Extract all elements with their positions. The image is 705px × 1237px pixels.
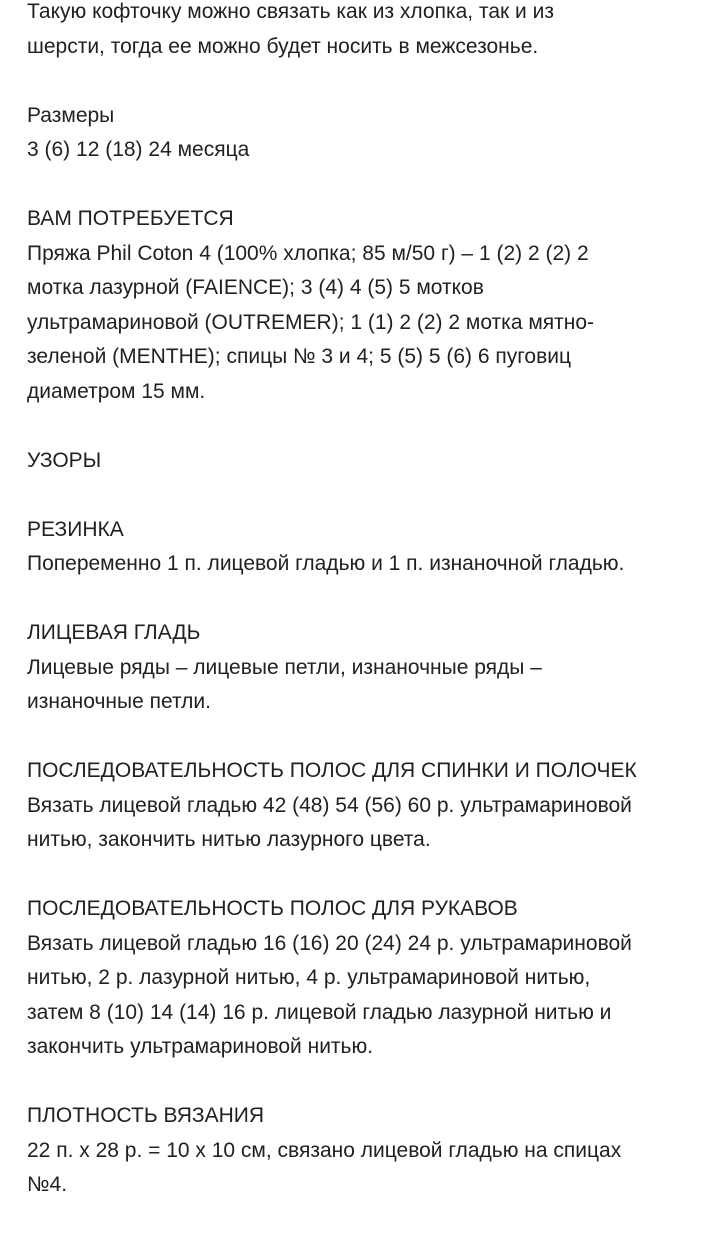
article-body: [27, 0, 692, 1237]
intro-line: Такую кофточку можно связать как из хлопка, так и из: [27, 0, 554, 23]
stripes-sleeves-line: закончить ультрамариновой нитью.: [27, 1035, 374, 1058]
stripes-sleeves-line: нитью, 2 р. лазурной нитью, 4 р. ультрамариновой нитью,: [27, 966, 591, 989]
stockinette-heading: ЛИЦЕВАЯ ГЛАДЬ: [27, 621, 201, 644]
sizes-heading: Размеры: [27, 103, 115, 127]
stockinette-line: изнаночные петли.: [27, 690, 211, 713]
rib-line: Попеременно 1 п. лицевой гладью и 1 п. изнаночной гладью.: [27, 552, 625, 575]
materials-line: диаметром 15 мм.: [27, 379, 206, 403]
gauge-section: [27, 1099, 692, 1203]
sizes-line: 3 (6) 12 (18) 24 месяца: [27, 138, 250, 161]
patterns-heading: УЗОРЫ: [27, 448, 102, 472]
stockinette-line: Лицевые ряды – лицевые петли, изнаночные ряды –: [27, 655, 542, 679]
stripes-sleeves-heading: ПОСЛЕДОВАТЕЛЬНОСТЬ ПОЛОС ДЛЯ РУКАВОВ: [27, 897, 518, 920]
gauge-heading: ПЛОТНОСТЬ ВЯЗАНИЯ: [27, 1104, 265, 1127]
materials-line: Пряжа Phil Coton 4 (100% хлопка; 85 м/50 г) – 1 (2) 2 (2) 2: [27, 241, 589, 265]
materials-line: мотка лазурной (FAIENCE); 3 (4) 4 (5) 5 мотков: [27, 276, 484, 299]
stripes-body-line: нитью, закончить нитью лазурного цвета.: [27, 828, 431, 851]
rib-heading: РЕЗИНКА: [27, 517, 124, 541]
rib-section: [27, 513, 692, 582]
materials-heading: ВАМ ПОТРЕБУЕТСЯ: [27, 207, 234, 230]
stripes-sleeves-line: затем 8 (10) 14 (14) 16 р. лицевой гладью лазурной нитью и: [27, 1000, 612, 1024]
materials-section: [27, 202, 692, 409]
stripes-body-line: Вязать лицевой гладью 42 (48) 54 (56) 60 р. ультрамариновой: [27, 793, 632, 817]
sizes-section: [27, 99, 692, 168]
materials-line: ультрамариновой (OUTREMER); 1 (1) 2 (2) 2 мотка мятно-: [27, 310, 595, 334]
intro-paragraph: [27, 0, 692, 64]
stripes-body-section: [27, 754, 692, 858]
stripes-body-heading: ПОСЛЕДОВАТЕЛЬНОСТЬ ПОЛОС ДЛЯ СПИНКИ И ПОЛОЧЕК: [27, 759, 637, 782]
stripes-sleeves-section: [27, 892, 692, 1065]
gauge-line: 22 п. х 28 р. = 10 х 10 см, связано лицевой гладью на спицах: [27, 1138, 622, 1162]
stockinette-section: [27, 616, 692, 720]
gauge-line: №4.: [27, 1173, 68, 1196]
stripes-sleeves-line: Вязать лицевой гладью 16 (16) 20 (24) 24 р. ультрамариновой: [27, 931, 632, 955]
materials-line: зеленой (MENTHE); спицы № 3 и 4; 5 (5) 5 (6) 6 пуговиц: [27, 345, 572, 368]
patterns-section: [27, 444, 692, 479]
intro-line: шерсти, тогда ее можно будет носить в межсезонье.: [27, 34, 539, 58]
